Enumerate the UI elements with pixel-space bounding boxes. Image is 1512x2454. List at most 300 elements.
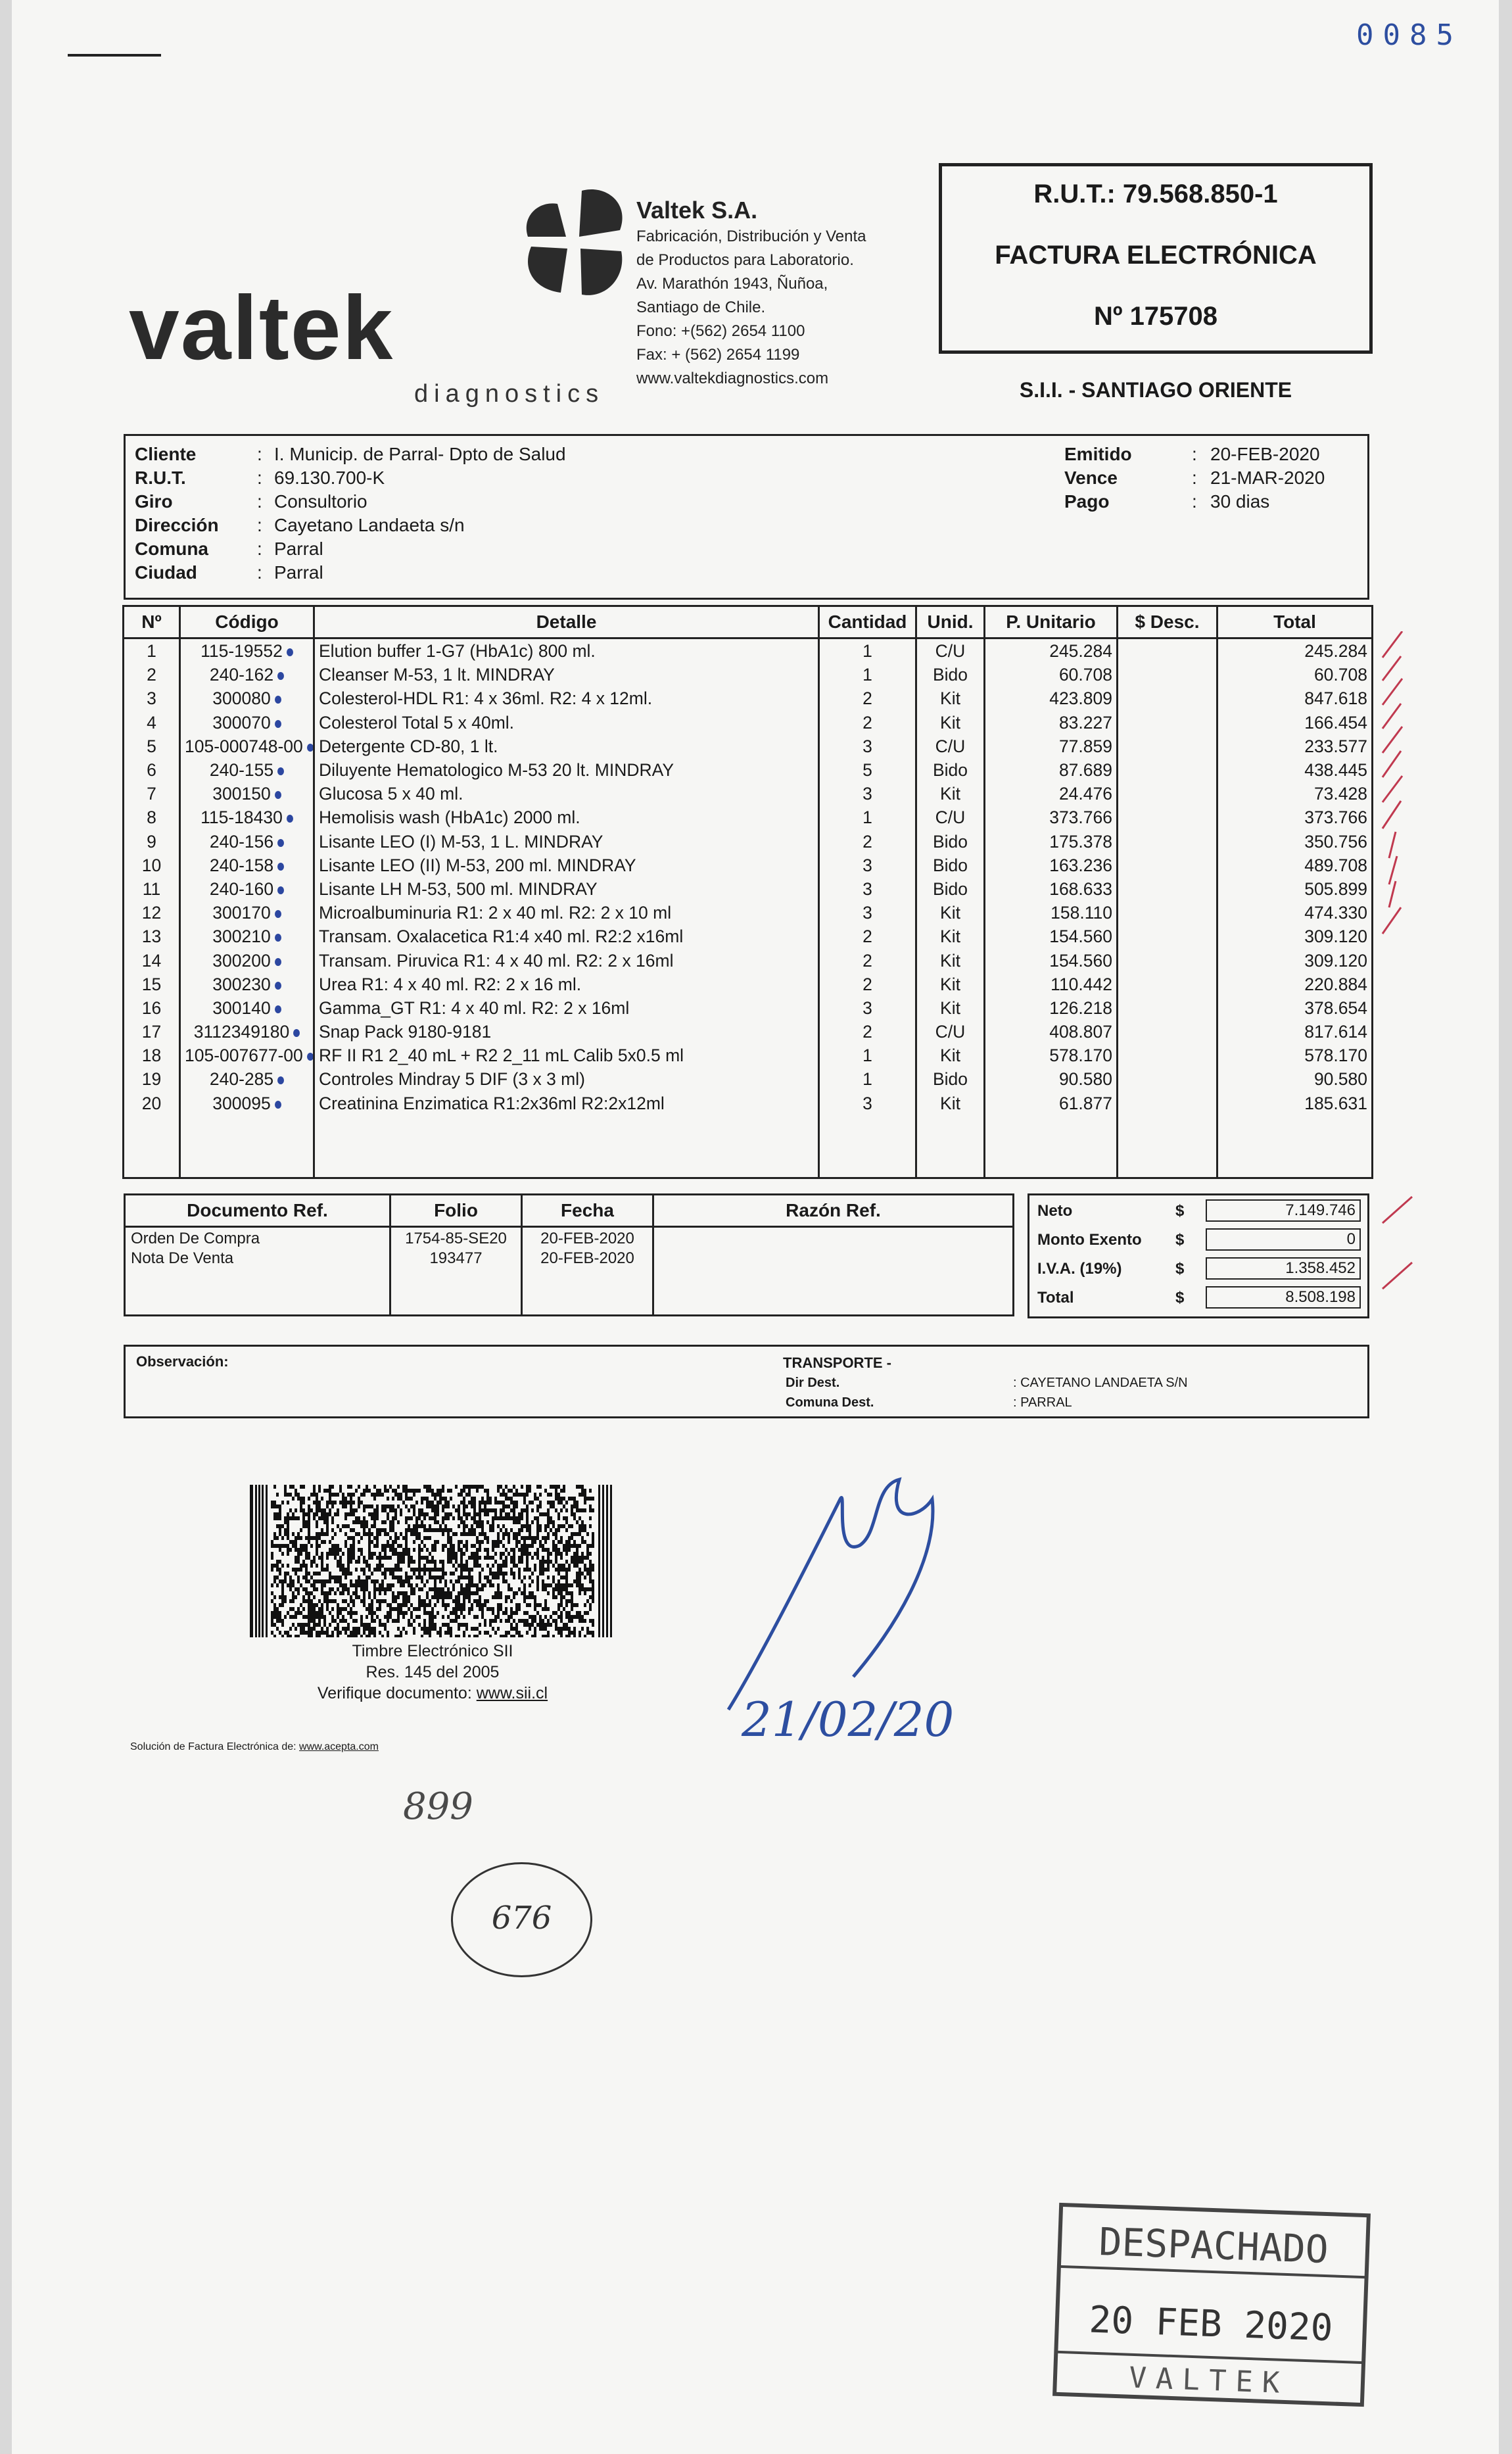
company-info <box>636 196 866 391</box>
cell-text: 20 <box>141 1093 162 1113</box>
cell-n <box>124 734 180 758</box>
cell-detail <box>314 996 819 1020</box>
cell-unit <box>916 830 985 854</box>
cell-detail <box>314 806 819 829</box>
cell-text: Kit <box>940 1046 960 1066</box>
sii-link[interactable]: www.sii.cl <box>476 1684 548 1702</box>
cell-qty <box>819 901 916 925</box>
company-line: Santiago de Chile. <box>636 299 766 316</box>
cell-text: Transam. Piruvica R1: 4 x 40 ml. R2: 2 x 16ml <box>319 950 674 971</box>
cell-text: 3 <box>862 998 872 1018</box>
cell-text: 3 <box>862 878 872 899</box>
table-row <box>124 734 1373 758</box>
table-row <box>124 925 1373 948</box>
company-name: Valtek S.A. <box>636 197 758 224</box>
ink-dot-icon <box>277 672 284 680</box>
ink-dot-icon <box>275 1005 281 1013</box>
cell-n <box>124 877 180 901</box>
cell-text: 2 <box>862 974 872 994</box>
cell-unit <box>916 734 985 758</box>
cell-desc <box>1118 806 1217 829</box>
table-row <box>124 638 1373 663</box>
cell-text: 5 <box>862 760 872 781</box>
cell-total <box>1217 901 1373 925</box>
cell-unit <box>916 686 985 710</box>
cell-text: 10 <box>141 855 162 875</box>
cell-text: 1 <box>862 1069 872 1090</box>
client-label: Comuna <box>135 539 208 559</box>
timbre-verify-text: Verifique documento: <box>317 1684 477 1702</box>
col-header: Cantidad <box>819 606 916 638</box>
client-row: R.U.T. : 69.130.700-K Vence : 21-MAR-2020 <box>135 468 1325 488</box>
cell-text: 240-158 <box>209 855 274 875</box>
cell-unit <box>916 663 985 686</box>
cell-price <box>985 1067 1118 1091</box>
cell-text: 300210 <box>212 926 271 947</box>
currency: $ <box>1175 1289 1185 1307</box>
cell-qty <box>819 1044 916 1067</box>
cell-text: Kit <box>940 974 960 994</box>
cell-unit <box>916 711 985 734</box>
cell-price <box>985 854 1118 877</box>
solution-provider <box>130 1741 379 1753</box>
cell-price <box>985 948 1118 972</box>
total-label: Monto Exento <box>1037 1231 1142 1249</box>
ref-doc: Nota De Venta <box>131 1249 234 1267</box>
reference-folios <box>390 1227 522 1316</box>
cell-unit <box>916 901 985 925</box>
sii-office: S.I.I. - SANTIAGO ORIENTE <box>1019 378 1292 402</box>
stamp-company: VALTEK <box>1128 2361 1290 2401</box>
cell-text: 3 <box>862 1093 872 1113</box>
company-line: de Productos para Laboratorio. <box>636 251 854 269</box>
cell-unit <box>916 638 985 663</box>
company-line: Fono: +(562) 2654 1100 <box>636 322 805 340</box>
ref-date: 20-FEB-2020 <box>540 1230 634 1247</box>
cell-text: 163.236 <box>1049 855 1112 875</box>
cell-text: 154.560 <box>1049 926 1112 947</box>
cell-text: 5 <box>147 736 156 756</box>
cell-desc <box>1118 663 1217 686</box>
dir-dest-value: : CAYETANO LANDAETA S/N <box>1013 1376 1188 1390</box>
despachado-stamp-icon <box>1051 2201 1373 2409</box>
cell-unit <box>916 758 985 782</box>
cell-price <box>985 686 1118 710</box>
cell-text: 175.378 <box>1049 831 1112 852</box>
cell-text: 2 <box>862 950 872 971</box>
cell-code <box>180 854 314 877</box>
cell-text: 168.633 <box>1049 878 1112 899</box>
cell-text: 90.580 <box>1058 1069 1112 1090</box>
reference-row <box>125 1227 1014 1316</box>
date-label: Emitido <box>1064 444 1132 464</box>
total-label: I.V.A. (19%) <box>1037 1260 1122 1278</box>
cell-text: 154.560 <box>1049 950 1112 971</box>
handwritten-page-number: 0085 <box>1356 18 1463 52</box>
cell-text: 578.170 <box>1304 1046 1367 1066</box>
cell-text: Snap Pack 9180-9181 <box>319 1022 492 1042</box>
cell-code <box>180 638 314 663</box>
acepta-link[interactable]: www.acepta.com <box>299 1741 379 1752</box>
cell-qty <box>819 1067 916 1091</box>
table-row <box>124 711 1373 734</box>
cell-text: 309.120 <box>1304 926 1367 947</box>
cell-desc <box>1118 1044 1217 1067</box>
col-header: P. Unitario <box>985 606 1118 638</box>
cell-text: 240-160 <box>209 878 274 899</box>
date-label: Pago <box>1064 491 1110 512</box>
cell-text: 240-155 <box>209 760 274 781</box>
col-header: Unid. <box>916 606 985 638</box>
company-line: www.valtekdiagnostics.com <box>636 370 829 387</box>
cell-text: 4 <box>147 712 156 733</box>
cell-total <box>1217 782 1373 806</box>
cell-n <box>124 973 180 996</box>
col-header: Fecha <box>522 1195 653 1227</box>
cell-total <box>1217 711 1373 734</box>
reference-header-row <box>125 1195 1014 1227</box>
cell-text: Colesterol-HDL R1: 4 x 36ml. R2: 4 x 12ml. <box>319 688 653 709</box>
reference-dates <box>522 1227 653 1316</box>
cell-code <box>180 1067 314 1091</box>
ink-dot-icon <box>277 1076 284 1084</box>
cell-price <box>985 758 1118 782</box>
cell-desc <box>1118 854 1217 877</box>
cell-desc <box>1118 758 1217 782</box>
cell-detail <box>314 638 819 663</box>
cell-n <box>124 1020 180 1044</box>
cell-text: 16 <box>141 998 162 1018</box>
cell-n <box>124 806 180 829</box>
reference-reason <box>653 1227 1014 1316</box>
handwritten-note: 899 <box>403 1785 473 1828</box>
table-row <box>124 948 1373 972</box>
cell-unit <box>916 854 985 877</box>
cell-text: 300095 <box>212 1093 271 1113</box>
cell-text: 505.899 <box>1304 878 1367 899</box>
cell-text: 83.227 <box>1058 712 1112 733</box>
cell-text: 110.442 <box>1051 974 1112 994</box>
client-row: Ciudad : Parral <box>135 562 323 583</box>
cell-total <box>1217 925 1373 948</box>
logo-wordmark: valtek <box>129 277 394 379</box>
cell-n <box>124 686 180 710</box>
comuna-dest-label: Comuna Dest. <box>786 1395 874 1410</box>
items-table <box>122 605 1373 1179</box>
currency: $ <box>1175 1202 1185 1220</box>
cell-text: Bido <box>932 760 968 781</box>
client-label: Giro <box>135 491 173 512</box>
client-value: Parral <box>274 562 323 583</box>
cell-text: 158.110 <box>1051 903 1112 923</box>
cell-qty <box>819 663 916 686</box>
cell-text: Kit <box>940 998 960 1018</box>
cell-text: 240-156 <box>209 831 274 852</box>
cell-text: Diluyente Hematologico M-53 20 lt. MINDRAY <box>319 760 674 781</box>
cell-text: Kit <box>940 688 960 709</box>
comuna-dest-value: : PARRAL <box>1013 1395 1072 1410</box>
cell-desc <box>1118 1092 1217 1115</box>
cell-text: 9 <box>147 831 156 852</box>
empty-cell <box>180 1115 314 1178</box>
client-row: Comuna : Parral <box>135 539 323 559</box>
cell-text: Microalbuminuria R1: 2 x 40 ml. R2: 2 x 10 ml <box>319 903 672 923</box>
cell-text: 438.445 <box>1304 760 1367 781</box>
cell-price <box>985 973 1118 996</box>
cell-code <box>180 877 314 901</box>
cell-desc <box>1118 1020 1217 1044</box>
date-value: 21-MAR-2020 <box>1210 468 1325 488</box>
cell-n <box>124 948 180 972</box>
cell-detail <box>314 877 819 901</box>
cell-price <box>985 806 1118 829</box>
cell-code <box>180 686 314 710</box>
invoice-number: Nº 175708 <box>1093 302 1218 331</box>
cell-text: 300170 <box>212 903 271 923</box>
cell-code <box>180 1092 314 1115</box>
col-header: $ Desc. <box>1118 606 1217 638</box>
client-value: I. Municip. de Parral- Dpto de Salud <box>274 444 566 464</box>
cell-text: 115-18430 <box>201 807 283 828</box>
cell-desc <box>1118 996 1217 1020</box>
cell-text: 126.218 <box>1049 998 1112 1018</box>
col-header: Código <box>180 606 314 638</box>
cell-text: Transam. Oxalacetica R1:4 x40 ml. R2:2 x16ml <box>319 926 684 947</box>
total-row <box>1029 1284 1367 1312</box>
cell-text: 1 <box>862 641 872 662</box>
cell-code <box>180 711 314 734</box>
col-header: Razón Ref. <box>653 1195 1014 1227</box>
cell-text: Kit <box>940 926 960 947</box>
cell-qty <box>819 758 916 782</box>
cell-detail <box>314 782 819 806</box>
client-row: Giro : Consultorio Pago : 30 dias <box>135 491 1270 512</box>
cell-total <box>1217 1067 1373 1091</box>
cell-qty <box>819 973 916 996</box>
cell-text: 3112349180 <box>193 1022 290 1042</box>
cell-n <box>124 830 180 854</box>
ink-dot-icon <box>277 886 284 894</box>
cell-code <box>180 782 314 806</box>
rut-number: R.U.T.: 79.568.850-1 <box>1033 180 1278 208</box>
cell-text: 77.859 <box>1058 736 1112 756</box>
cell-text: 14 <box>141 950 162 971</box>
cell-detail <box>314 686 819 710</box>
cell-detail <box>314 711 819 734</box>
total-row <box>1029 1226 1367 1255</box>
signature-date: 21/02/20 <box>742 1692 955 1747</box>
company-line: Fax: + (562) 2654 1199 <box>636 346 800 364</box>
timbre-line <box>250 1683 615 1704</box>
table-row <box>124 1092 1373 1115</box>
cell-text: Bido <box>932 665 968 685</box>
cell-text: 17 <box>141 1022 162 1042</box>
cell-n <box>124 782 180 806</box>
cell-text: 309.120 <box>1304 950 1367 971</box>
dir-dest-label: Dir Dest. <box>786 1376 840 1390</box>
cell-total <box>1217 1092 1373 1115</box>
cell-total <box>1217 854 1373 877</box>
invoice-page <box>12 0 1499 2454</box>
cell-text: 2 <box>862 712 872 733</box>
ink-dot-icon <box>277 863 284 871</box>
cell-text: 2 <box>862 1022 872 1042</box>
cell-desc <box>1118 638 1217 663</box>
cell-n <box>124 901 180 925</box>
cell-text: Kit <box>940 712 960 733</box>
ink-dot-icon <box>275 934 281 942</box>
cell-text: RF II R1 2_40 mL + R2 2_11 mL Calib 5x0.5 ml <box>319 1046 684 1066</box>
cell-text: 19 <box>141 1069 162 1090</box>
table-filler-row <box>124 1115 1373 1178</box>
ink-dot-icon <box>307 1053 314 1061</box>
check-marks <box>1376 631 1415 1302</box>
totals-box <box>1028 1193 1369 1318</box>
cell-detail <box>314 1044 819 1067</box>
cell-n <box>124 663 180 686</box>
cell-unit <box>916 1020 985 1044</box>
timbre-line: Timbre Electrónico SII <box>352 1642 513 1660</box>
cell-text: C/U <box>935 736 966 756</box>
cell-text: 73.428 <box>1313 784 1367 804</box>
cell-text: 90.580 <box>1313 1069 1367 1090</box>
cell-qty <box>819 830 916 854</box>
cell-price <box>985 1020 1118 1044</box>
cell-text: C/U <box>935 807 966 828</box>
cell-total <box>1217 638 1373 663</box>
cell-qty <box>819 1020 916 1044</box>
cell-text: 245.284 <box>1304 641 1367 662</box>
cell-text: 11 <box>142 878 161 899</box>
cell-total <box>1217 686 1373 710</box>
cell-price <box>985 663 1118 686</box>
cell-text: Kit <box>940 1093 960 1113</box>
cell-code <box>180 1044 314 1067</box>
cell-detail <box>314 973 819 996</box>
cell-desc <box>1118 830 1217 854</box>
cell-detail <box>314 1092 819 1115</box>
transport-label: TRANSPORTE - <box>783 1355 891 1371</box>
cell-unit <box>916 806 985 829</box>
client-value: Parral <box>274 539 323 559</box>
ink-dot-icon <box>275 910 281 918</box>
cell-n <box>124 711 180 734</box>
ref-folio: 193477 <box>429 1249 483 1267</box>
cell-text: 61.877 <box>1058 1093 1112 1113</box>
table-row <box>124 758 1373 782</box>
timbre-line: Res. 145 del 2005 <box>366 1663 500 1681</box>
cell-text: 378.654 <box>1304 998 1367 1018</box>
cell-desc <box>1118 711 1217 734</box>
cell-text: 60.708 <box>1313 665 1367 685</box>
cell-price <box>985 996 1118 1020</box>
cell-price <box>985 925 1118 948</box>
cell-unit <box>916 948 985 972</box>
cell-text: 2 <box>862 831 872 852</box>
cell-total <box>1217 877 1373 901</box>
cell-text: 1 <box>862 1046 872 1066</box>
cell-n <box>124 1067 180 1091</box>
cell-n <box>124 925 180 948</box>
cell-text: 185.631 <box>1304 1093 1367 1113</box>
table-row <box>124 830 1373 854</box>
cell-detail <box>314 734 819 758</box>
cell-code <box>180 925 314 948</box>
cell-detail <box>314 1067 819 1091</box>
cell-detail <box>314 758 819 782</box>
cell-text: 300150 <box>212 784 271 804</box>
empty-cell <box>916 1115 985 1178</box>
cell-text: 240-285 <box>209 1069 274 1090</box>
cell-price <box>985 734 1118 758</box>
cell-code <box>180 1020 314 1044</box>
cell-text: 373.766 <box>1049 807 1112 828</box>
document-type: FACTURA ELECTRÓNICA <box>995 241 1317 270</box>
cell-text: 3 <box>862 903 872 923</box>
ink-dot-icon <box>275 791 281 799</box>
cell-text: 13 <box>141 926 162 947</box>
empty-cell <box>124 1115 180 1178</box>
ink-dot-icon <box>277 839 284 847</box>
date-value: 30 dias <box>1210 491 1270 512</box>
cell-n <box>124 1044 180 1067</box>
client-box <box>124 434 1369 600</box>
ref-doc: Orden De Compra <box>131 1230 260 1247</box>
cell-total <box>1217 948 1373 972</box>
cell-desc <box>1118 973 1217 996</box>
cell-text: 105-007677-00 <box>185 1046 303 1066</box>
cell-text: 474.330 <box>1304 903 1367 923</box>
cell-price <box>985 1044 1118 1067</box>
cell-text: 15 <box>141 974 162 994</box>
ink-dot-icon <box>293 1029 300 1037</box>
client-row: Dirección : Cayetano Landaeta s/n <box>135 515 465 535</box>
ink-dot-icon <box>277 767 284 775</box>
cell-n <box>124 1092 180 1115</box>
client-value: Cayetano Landaeta s/n <box>274 515 465 535</box>
cell-text: 3 <box>862 855 872 875</box>
cell-detail <box>314 948 819 972</box>
cell-text: 105-000748-00 <box>185 736 303 756</box>
cell-code <box>180 996 314 1020</box>
table-row <box>124 1067 1373 1091</box>
cell-code <box>180 734 314 758</box>
client-label: Dirección <box>135 515 219 535</box>
cell-text: 115-19552 <box>201 641 283 662</box>
cell-desc <box>1118 686 1217 710</box>
cell-text: 300070 <box>212 712 271 733</box>
cell-text: Kit <box>940 903 960 923</box>
cell-text: 300080 <box>212 688 271 709</box>
table-row <box>124 1020 1373 1044</box>
cell-text: 1 <box>147 641 156 662</box>
cell-code <box>180 663 314 686</box>
cell-price <box>985 830 1118 854</box>
cell-text: Elution buffer 1-G7 (HbA1c) 800 ml. <box>319 641 596 662</box>
table-row <box>124 973 1373 996</box>
cell-text: 489.708 <box>1304 855 1367 875</box>
cell-text: 578.170 <box>1049 1046 1112 1066</box>
total-label: Neto <box>1037 1202 1073 1220</box>
cell-price <box>985 782 1118 806</box>
client-row: Cliente : I. Municip. de Parral- Dpto de Salud Emitido : 20-FEB-2020 <box>135 444 1320 464</box>
table-row <box>124 663 1373 686</box>
table-row <box>124 806 1373 829</box>
rut-box <box>939 163 1373 354</box>
cell-desc <box>1118 901 1217 925</box>
cell-text: Colesterol Total 5 x 40ml. <box>319 712 515 733</box>
client-label: Ciudad <box>135 562 197 583</box>
